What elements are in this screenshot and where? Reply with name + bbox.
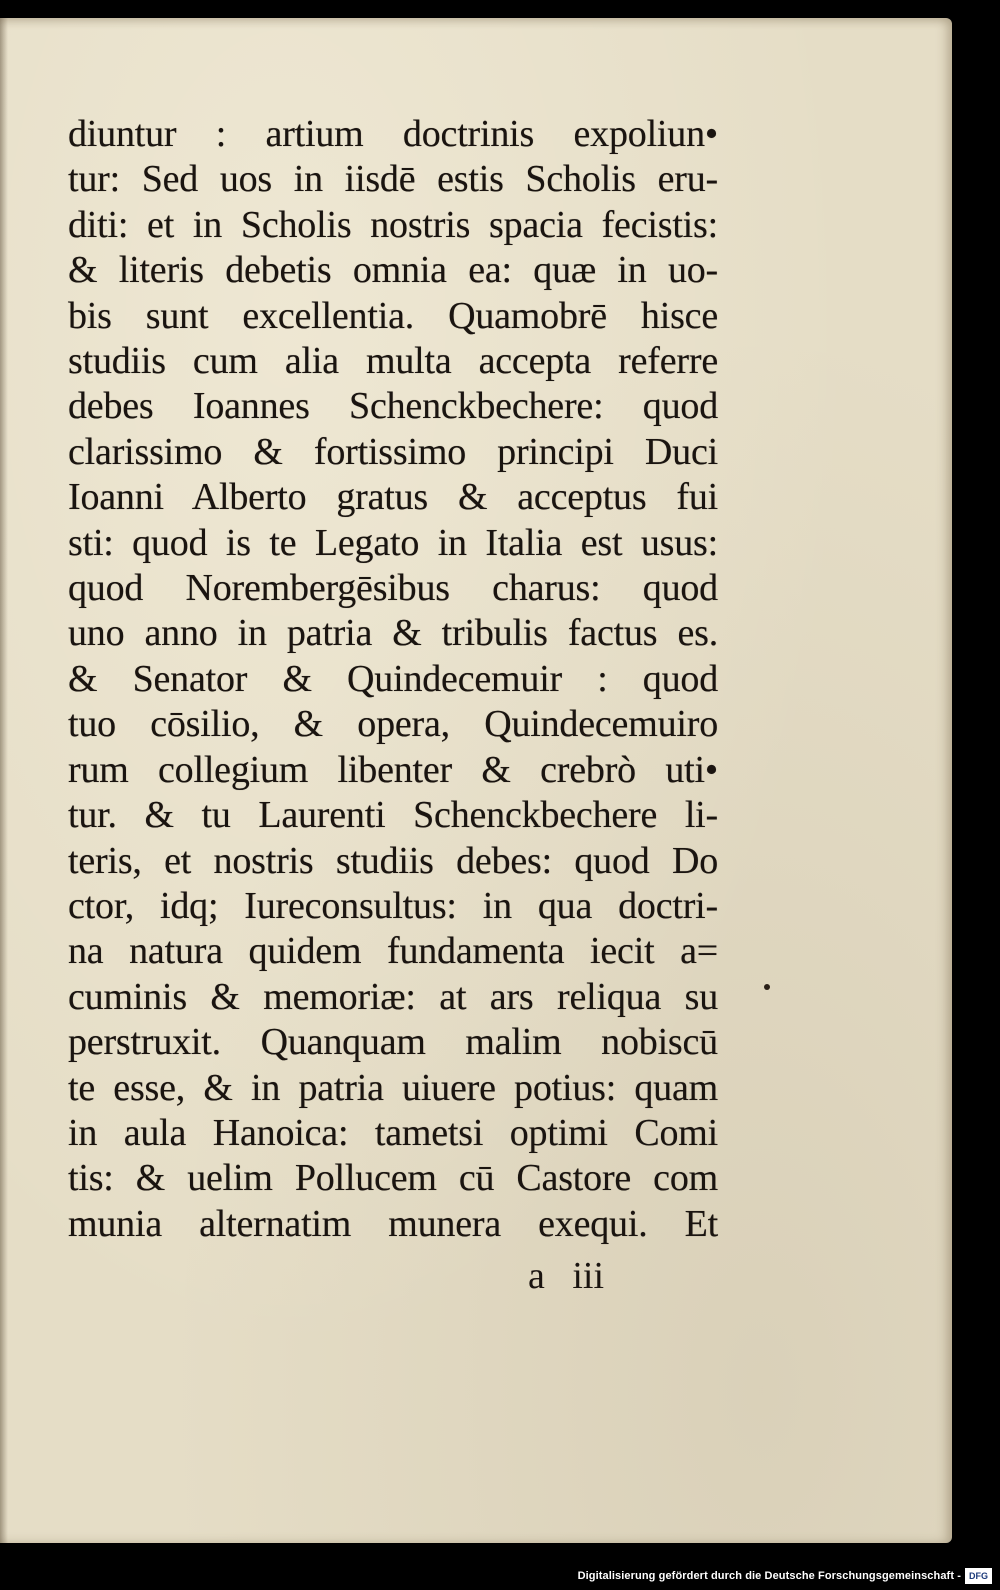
- text-line: cuminis & memoriæ: at ars reliqua su: [68, 975, 718, 1018]
- text-line: bis sunt excellentia. Quamobrē hisce: [68, 294, 718, 337]
- text-line: tur. & tu Laurenti Schenckbechere li-: [68, 794, 718, 837]
- page-binding-shadow: [0, 18, 8, 1543]
- ink-speck: [764, 984, 770, 990]
- text-line: in aula Hanoica: tametsi optimi Comi: [68, 1111, 718, 1154]
- digitization-footer: [578, 1566, 992, 1586]
- text-line: studiis cum alia multa accepta referre: [68, 340, 718, 383]
- text-line: perstruxit. Quanquam malim nobiscū: [68, 1021, 718, 1064]
- text-line: diuntur : artium doctrinis expoliun•: [68, 113, 718, 155]
- text-line: tur: Sed uos in iisdē estis Scholis eru-: [68, 158, 718, 201]
- text-line: uno anno in patria & tribulis factus es.: [68, 612, 718, 655]
- text-line: quod Norembergēsibus charus: quod: [68, 567, 718, 610]
- text-line: na natura quidem fundamenta iecit a=: [68, 930, 718, 973]
- text-line: teris, et nostris studiis debes: quod Do: [68, 839, 718, 882]
- text-line: Ioanni Alberto gratus & acceptus fui: [68, 476, 718, 519]
- text-line: debes Ioannes Schenckbechere: quod: [68, 385, 718, 428]
- text-line: tuo cōsilio, & opera, Quindecemuiro: [68, 703, 718, 746]
- text-line: clarissimo & fortissimo principi Duci: [68, 430, 718, 473]
- text-line: munia alternatim munera exequi. Et: [68, 1202, 718, 1245]
- text-line: te esse, & in patria uiuere potius: quam: [68, 1066, 718, 1109]
- body-text: [68, 112, 718, 1247]
- text-line: sti: quod is te Legato in Italia est usus:: [68, 521, 718, 564]
- text-line: diti: et in Scholis nostris spacia fecistis:: [68, 203, 718, 246]
- text-line: rum collegium libenter & crebrò uti•: [68, 748, 718, 791]
- footer-credit: Digitalisierung gefördert durch die Deutsche Forschungsgemeinschaft -: [577, 1570, 961, 1582]
- signature-mark: a iii: [528, 1255, 605, 1297]
- dfg-logo: DFG: [965, 1568, 992, 1584]
- text-line: & Senator & Quindecemuir : quod: [68, 657, 718, 700]
- text-line: ctor, idq; Iureconsultus: in qua doctri-: [68, 884, 718, 927]
- text-line: & literis debetis omnia ea: quæ in uo-: [68, 249, 718, 292]
- text-line: tis: & uelim Pollucem cū Castore com: [68, 1157, 718, 1200]
